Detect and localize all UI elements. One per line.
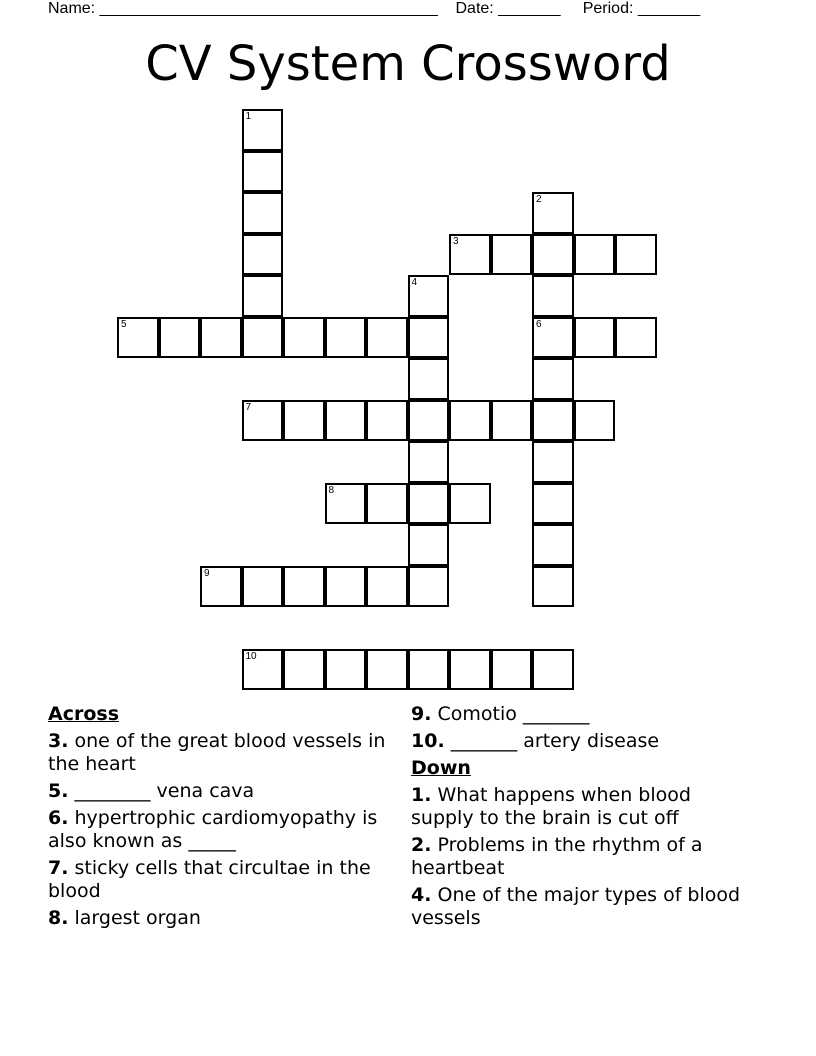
crossword-cell[interactable] bbox=[449, 234, 491, 276]
clue-across-8: 8. largest organ bbox=[48, 907, 201, 929]
crossword-cell[interactable] bbox=[408, 317, 450, 359]
crossword-cell[interactable] bbox=[532, 441, 574, 483]
crossword-cell[interactable] bbox=[200, 566, 242, 608]
crossword-cell[interactable] bbox=[408, 649, 450, 691]
crossword-cell[interactable] bbox=[449, 483, 491, 525]
crossword-cell[interactable] bbox=[366, 483, 408, 525]
clue-number: 8 bbox=[328, 484, 335, 496]
crossword-cell[interactable] bbox=[615, 234, 657, 276]
down-heading: Down bbox=[411, 757, 471, 779]
crossword-cell[interactable] bbox=[408, 441, 450, 483]
crossword-cell[interactable] bbox=[574, 317, 616, 359]
crossword-cell[interactable] bbox=[532, 566, 574, 608]
crossword-cell[interactable] bbox=[325, 566, 367, 608]
clue-number: 1 bbox=[245, 111, 252, 122]
date-field[interactable]: Date: _______ bbox=[455, 0, 561, 17]
crossword-cell[interactable] bbox=[574, 234, 616, 276]
crossword-cell[interactable] bbox=[532, 524, 574, 566]
clue-number: 2 bbox=[536, 194, 542, 205]
clue-across-9: 9. Comotio _______ bbox=[411, 703, 590, 725]
crossword-cell[interactable] bbox=[242, 192, 284, 234]
clue-number: 7 bbox=[245, 401, 252, 413]
clue-across-5: 5. ________ vena cava bbox=[48, 780, 255, 802]
crossword-cell[interactable] bbox=[159, 317, 201, 359]
crossword-cell[interactable] bbox=[532, 234, 574, 276]
crossword-cell[interactable] bbox=[283, 566, 325, 608]
clue-number: 3 bbox=[453, 235, 459, 247]
crossword-cell[interactable] bbox=[532, 649, 574, 691]
clue-across-10: 10. _______ artery disease bbox=[411, 730, 660, 752]
clue-across-6: 6. hypertrophic cardiomyopathy is also known as _____ bbox=[48, 807, 378, 852]
across-heading: Across bbox=[48, 703, 120, 725]
crossword-cell[interactable] bbox=[615, 317, 657, 359]
crossword-cell[interactable] bbox=[242, 275, 284, 317]
clue-number: 10 bbox=[245, 650, 257, 662]
crossword-cell[interactable] bbox=[242, 151, 284, 193]
clue-number: 5 bbox=[121, 318, 127, 330]
crossword-cell[interactable] bbox=[117, 317, 159, 359]
crossword-cell[interactable] bbox=[574, 400, 616, 442]
crossword-cell[interactable] bbox=[242, 400, 284, 442]
crossword-cell[interactable] bbox=[491, 234, 533, 276]
crossword-cell[interactable] bbox=[325, 649, 367, 691]
crossword-cell[interactable] bbox=[325, 317, 367, 359]
crossword-cell[interactable] bbox=[283, 317, 325, 359]
crossword-cell[interactable] bbox=[366, 649, 408, 691]
clue-number: 9 bbox=[204, 567, 210, 579]
crossword-cell[interactable] bbox=[366, 566, 408, 608]
crossword-cell[interactable] bbox=[532, 192, 574, 234]
crossword-cell[interactable] bbox=[532, 400, 574, 442]
crossword-cell[interactable] bbox=[242, 317, 284, 359]
clue-number: 4 bbox=[411, 277, 418, 288]
crossword-cell[interactable] bbox=[408, 524, 450, 566]
crossword-cell[interactable] bbox=[491, 400, 533, 442]
crossword-cell[interactable] bbox=[408, 275, 450, 317]
crossword-cell[interactable] bbox=[242, 649, 284, 691]
crossword-cell[interactable] bbox=[532, 483, 574, 525]
crossword-cell[interactable] bbox=[242, 566, 284, 608]
crossword-cell[interactable] bbox=[200, 317, 242, 359]
crossword-cell[interactable] bbox=[242, 109, 284, 151]
crossword-cell[interactable] bbox=[366, 317, 408, 359]
crossword-cell[interactable] bbox=[242, 234, 284, 276]
clue-down-1: 1. What happens when blood supply to the brain is cut off bbox=[411, 784, 691, 829]
crossword-cell[interactable] bbox=[491, 649, 533, 691]
crossword-cell[interactable] bbox=[408, 400, 450, 442]
crossword-cell[interactable] bbox=[325, 483, 367, 525]
clues-right-column bbox=[411, 703, 751, 930]
crossword-cell[interactable] bbox=[366, 400, 408, 442]
clues-left-column bbox=[48, 703, 398, 930]
clue-across-3: 3. one of the great blood vessels in the heart bbox=[48, 730, 386, 775]
crossword-cell[interactable] bbox=[532, 317, 574, 359]
page-title: CV System Crossword bbox=[145, 36, 671, 92]
crossword-cell[interactable] bbox=[449, 400, 491, 442]
clue-down-2: 2. Problems in the rhythm of a heartbeat bbox=[411, 834, 703, 879]
crossword-cell[interactable] bbox=[408, 483, 450, 525]
clue-across-7: 7. sticky cells that circultae in the blood bbox=[48, 857, 371, 902]
crossword-cell[interactable] bbox=[532, 358, 574, 400]
crossword-cell[interactable] bbox=[532, 275, 574, 317]
crossword-cell[interactable] bbox=[408, 358, 450, 400]
period-field[interactable]: Period: _______ bbox=[582, 0, 701, 17]
name-field[interactable]: Name: ______________________________________ bbox=[48, 0, 438, 17]
crossword-cell[interactable] bbox=[325, 400, 367, 442]
clue-down-4: 4. One of the major types of blood vessels bbox=[411, 884, 741, 929]
crossword-cell[interactable] bbox=[408, 566, 450, 608]
crossword-cell[interactable] bbox=[283, 400, 325, 442]
crossword-cell[interactable] bbox=[449, 649, 491, 691]
crossword-cell[interactable] bbox=[283, 649, 325, 691]
clue-number: 6 bbox=[536, 318, 542, 330]
